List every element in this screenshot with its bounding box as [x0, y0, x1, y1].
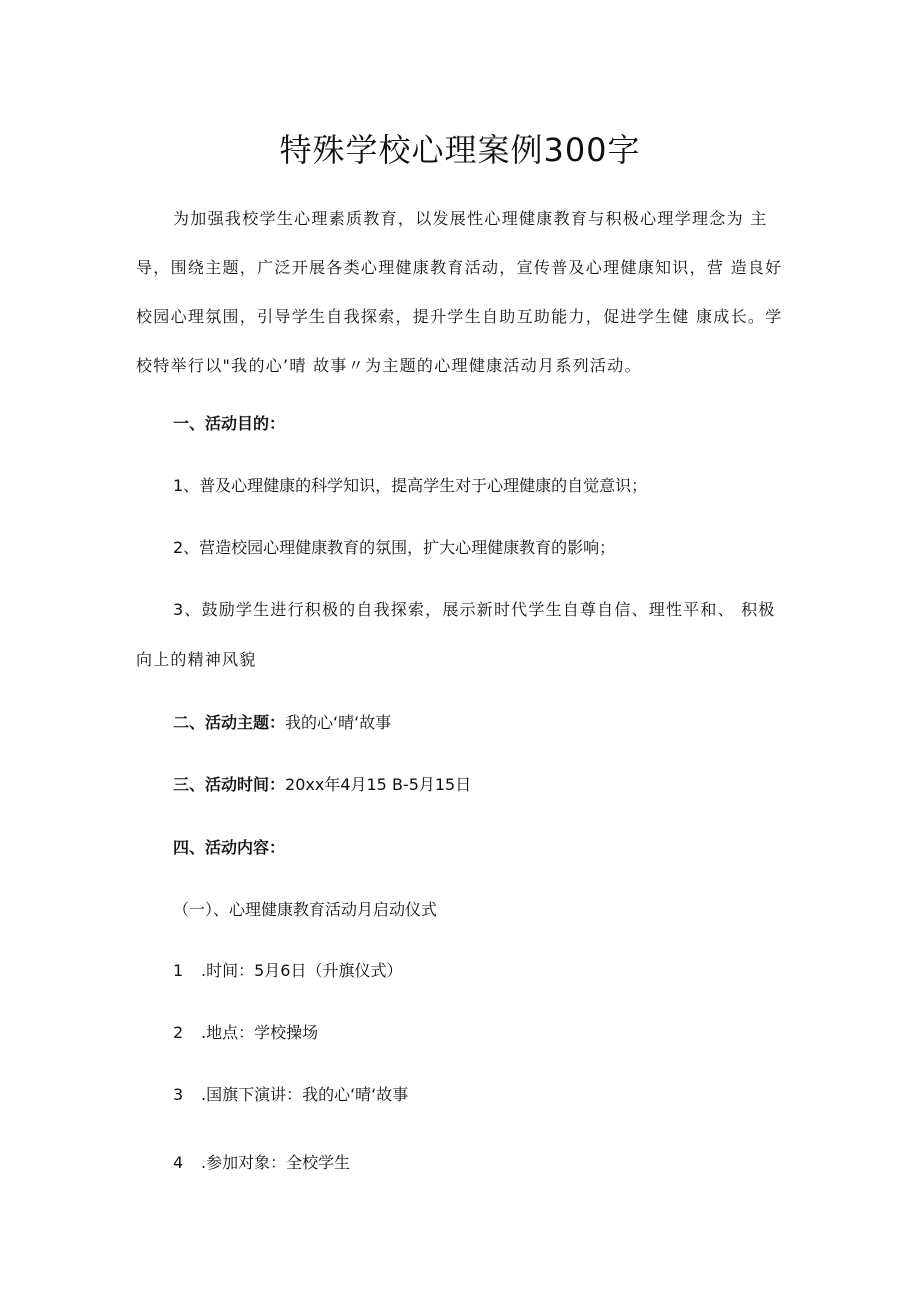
section-time-label: 三、活动时间：: [173, 775, 286, 794]
document-title: 特殊学校心理案例300字: [279, 131, 641, 169]
section-time: [136, 774, 788, 796]
goal-item-1: 1、普及心理健康的科学知识，提高学生对于心理健康的自觉意识；: [173, 476, 648, 495]
section-heading-content: 四、活动内容：: [173, 838, 286, 857]
list-item-number: 4: [173, 1153, 184, 1172]
list-item-text: .地点：学校操场: [201, 1023, 319, 1042]
list-item-text: .参加对象：全校学生: [201, 1153, 351, 1172]
intro-paragraph: 为加强我校学生心理素质教育，以发展性心理健康教育与积极心理学理念为 主导，围绕主题，广泛开展各类心理健康教育活动，宣传普及心理健康知识，营 造良好校园心理氛围，引导学生自我探索，提升学生自助互助能力，促进学生健 康成长。学校特举行以"我的心’晴 故事〃为主题的心理健康活动月系列活动。: [136, 209, 783, 375]
section-theme-value: 我的心‘晴‘故事: [285, 713, 392, 732]
goal-item-2: 2、营造校园心理健康教育的氛围，扩大心理健康教育的影响；: [173, 538, 616, 557]
list-item-number: 1: [173, 961, 184, 980]
list-item-number: 2: [173, 1023, 184, 1042]
list-item: [136, 1152, 788, 1174]
list-item: [136, 1084, 788, 1106]
list-item-number: 3: [173, 1085, 184, 1104]
subsection-heading-launch: （一）、心理健康教育活动月启动仪式: [173, 900, 438, 919]
list-item: [136, 1022, 788, 1044]
list-item-text: .国旗下演讲：我的心‘晴‘故事: [201, 1085, 409, 1104]
list-item-text: .时间：5月6日（升旗仪式）: [201, 961, 403, 980]
goal-item-3: 3、鼓励学生进行积极的自我探索，展示新时代学生自尊自信、理性平和、 积极向上的精神风貌: [136, 600, 776, 669]
section-time-value: 20xx年4月15 B-5月15日: [285, 775, 472, 794]
section-theme-label: 二、活动主题：: [173, 713, 286, 732]
section-heading-purpose: 一、活动目的：: [173, 414, 286, 433]
list-item: [136, 960, 788, 982]
section-theme: [136, 712, 788, 734]
